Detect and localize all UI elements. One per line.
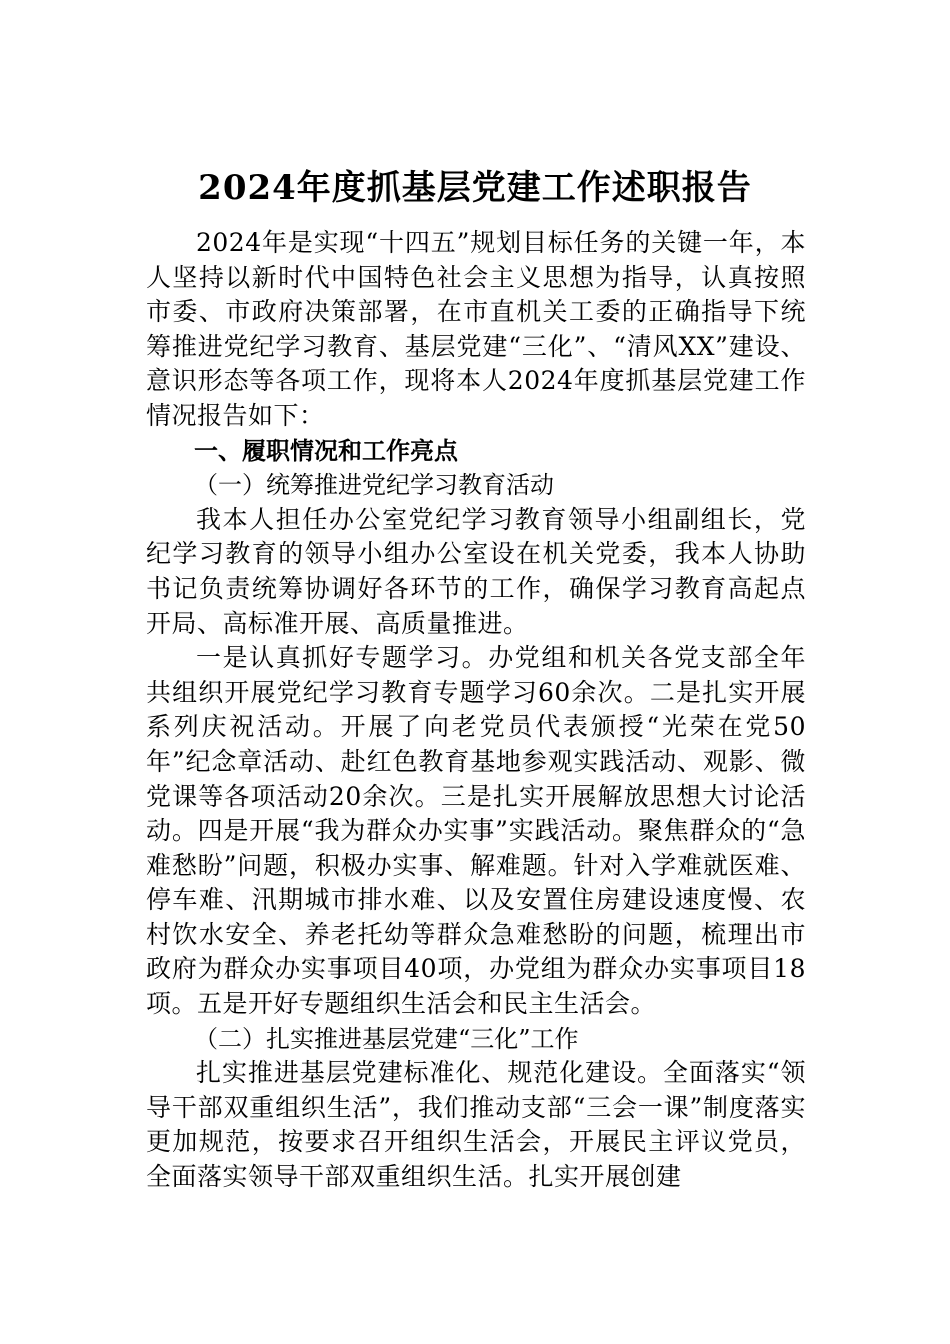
- subsection-1-paragraph-2: 一是认真抓好专题学习。办党组和机关各党支部全年共组织开展党纪学习教育专题学习60余次。二是扎实开展系列庆祝活动。开展了向老党员代表颁授“光荣在党50年”纪念章活动、赴红色教育基地参观实践活动、观影、微党课等各项活动20余次。三是扎实开展解放思想大讨论活动。四是开展“我为群众办实事”实践活动。聚焦群众的“急难愁盼”问题，积极办实事、解难题。针对入学难就医难、停车难、汛期城市排水难、以及安置住房建设速度慢、农村饮水安全、养老托幼等群众急难愁盼的问题，梳理出市政府为群众办实事项目40项，办党组为群众办实事项目18项。五是开好专题组织生活会和民主生活会。: [146, 643, 806, 1019]
- subsection-1-paragraph-1: 我本人担任办公室党纪学习教育领导小组副组长，党纪学习教育的领导小组办公室设在机关党委，我本人协助书记负责统筹协调好各环节的工作，确保学习教育高起点开局、高标准开展、高质量推进。: [146, 504, 806, 638]
- subsection-heading-2: （二）扎实推进基层党建“三化”工作: [194, 1024, 579, 1053]
- subsection-heading-1: （一）统筹推进党纪学习教育活动: [194, 471, 554, 500]
- document-body: [146, 226, 806, 1195]
- document-title: 2024年度抓基层党建工作述职报告: [198, 168, 752, 208]
- section-heading: 一、履职情况和工作亮点: [194, 436, 458, 465]
- intro-paragraph: 2024年是实现“十四五”规划目标任务的关键一年，本人坚持以新时代中国特色社会主义思想为指导，认真按照市委、市政府决策部署，在市直机关工委的正确指导下统筹推进党纪学习教育、基层党建“三化”、“清风XX”建设、意识形态等各项工作，现将本人2024年度抓基层党建工作情况报告如下：: [146, 228, 806, 430]
- subsection-2-paragraph-1: 扎实推进基层党建标准化、规范化建设。全面落实“领导干部双重组织生活”，我们推动支部“三会一课”制度落实更加规范，按要求召开组织生活会，开展民主评议党员，全面落实领导干部双重组织生活。扎实开展创建: [146, 1058, 806, 1192]
